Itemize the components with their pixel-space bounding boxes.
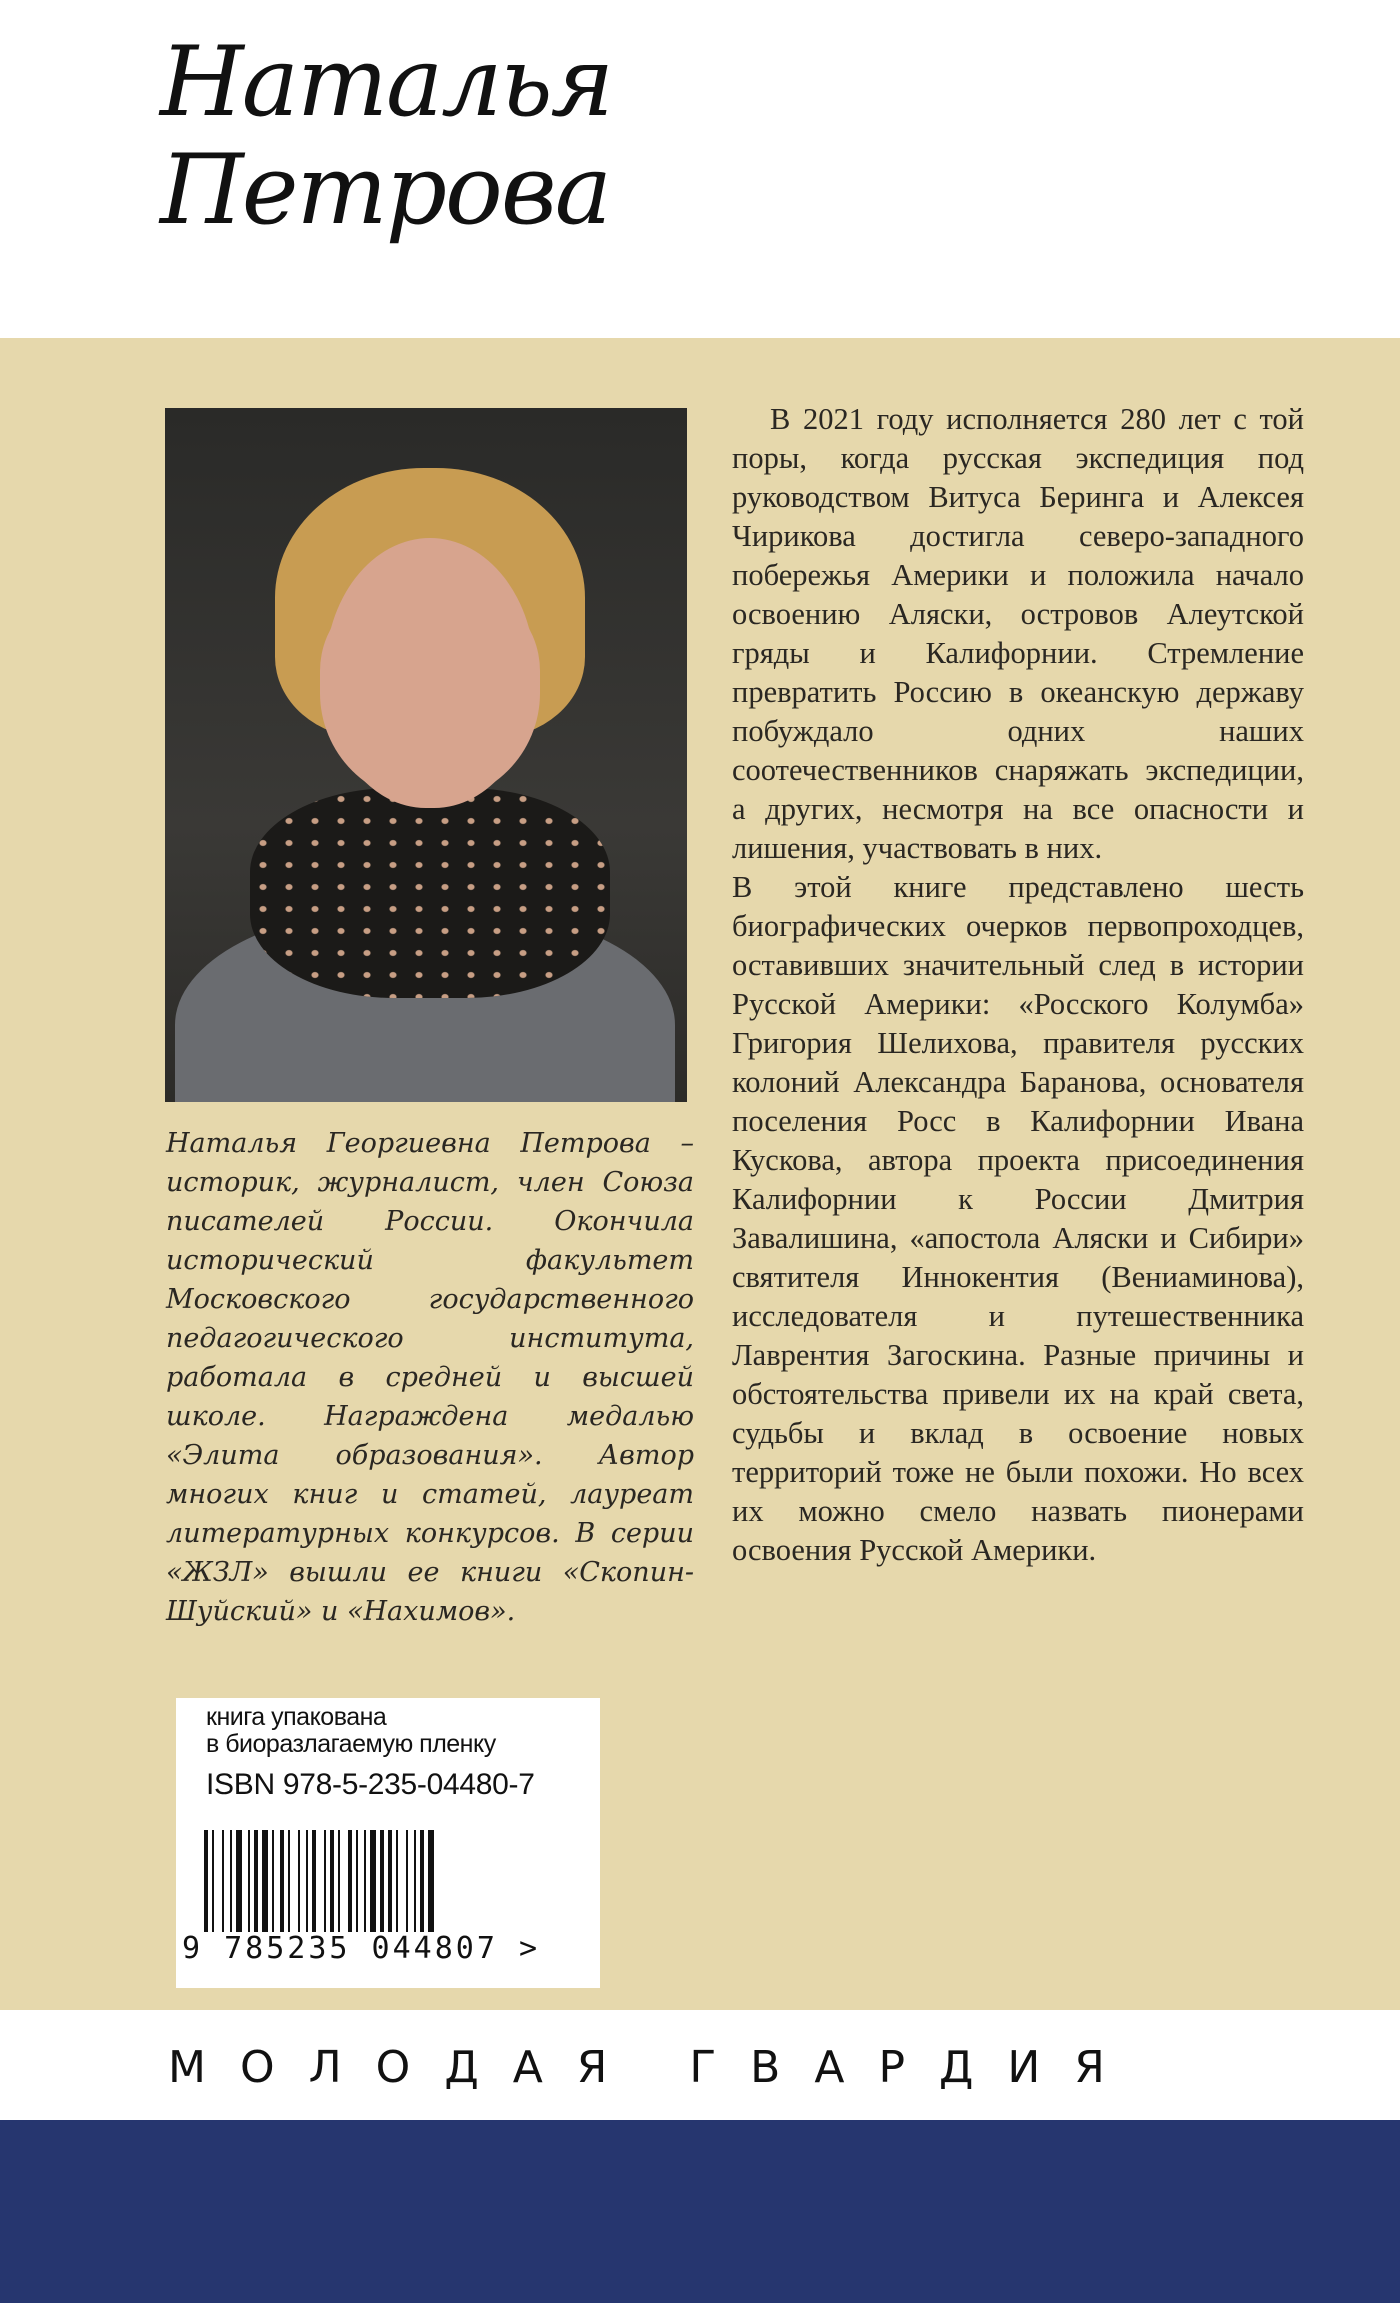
- packaging-note-line-2: в биоразлагаемую пленку: [206, 1730, 496, 1758]
- packaging-note-line-1: книга упакована: [206, 1703, 387, 1731]
- book-annotation: [732, 400, 1304, 1570]
- top-band: [0, 0, 1400, 338]
- author-last-name: Петрова: [160, 134, 610, 246]
- barcode-digits: 9 785235 044807 >: [182, 1931, 541, 1966]
- publisher-name: МОЛОДАЯ ГВАРДИЯ: [168, 2042, 1139, 2093]
- publisher-band: [0, 2010, 1400, 2120]
- author-name: [160, 28, 612, 244]
- barcode-block: [176, 1698, 600, 1988]
- author-first-name: Наталья: [160, 26, 613, 138]
- bottom-band: [0, 2120, 1400, 2303]
- isbn: ISBN 978-5-235-04480-7: [206, 1768, 535, 1801]
- author-photo: [165, 408, 687, 1102]
- back-cover-panel: [0, 338, 1400, 2010]
- annotation-paragraph-2: В этой книге представлено шесть биографических очерков первопроходцев, оставивших значительный след в истории Русской Америки: «Росского Колумба» Григория Шелихова, правителя русских колоний Александра Баранова, основателя поселения Росс в Калифорнии Ивана Кускова, автора проекта присоединения Калифорнии к России Дмитрия Завалишина, «апостола Аляски и Сибири» святителя Иннокентия (Вениаминова), исследователя и путешественника Лаврентия Загоскина. Разные причины и обстоятельства привели их на край света, судьбы и вклад в освоение новых территорий тоже не были похожи. Но всех их можно смело назвать пионерами освоения Русской Америки.: [732, 870, 1304, 1567]
- author-bio: Наталья Георгиевна Петрова – историк, журналист, член Союза писателей России. Окончила исторический факультет Московского государственного педагогического института, работала в средней и высшей школе. Награждена медалью «Элита образования». Автор многих книг и статей, лауреат литературных конкурсов. В серии «ЖЗЛ» вышли ее книги «Скопин-Шуйский» и «Нахимов».: [166, 1128, 694, 1627]
- annotation-paragraph-1: В 2021 году исполняется 280 лет с той поры, когда русская экспедиция под руководством Витуса Беринга и Алексея Чирикова достигла северо-западного побережья Америки и положила начало освоению Аляски, островов Алеутской гряды и Калифорнии. Стремление превратить Россию в океанскую державу побуждало одних наших соотечественников снаряжать экспедиции, а других, несмотря на все опасности и лишения, участвовать в них.: [732, 402, 1304, 865]
